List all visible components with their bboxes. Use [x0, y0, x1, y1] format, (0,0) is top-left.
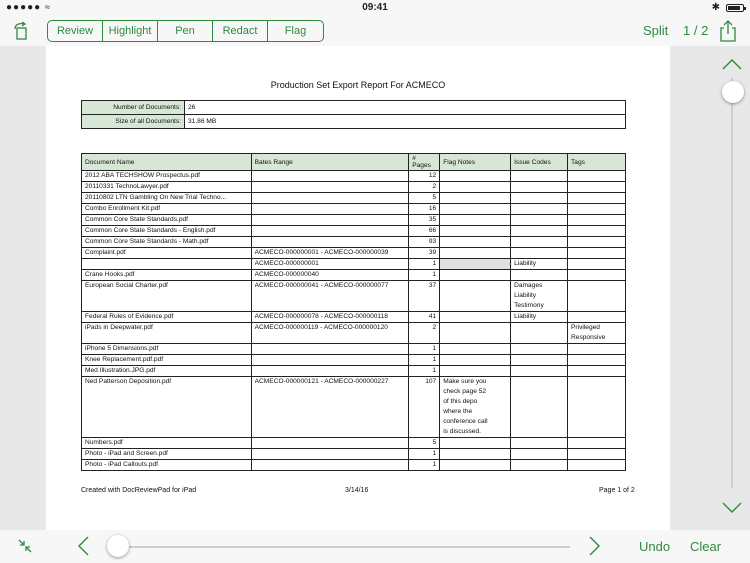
cell-pages: 1 [409, 259, 440, 270]
page-indicator: 1 / 2 [683, 23, 709, 38]
cell-issue-codes: Liability [511, 259, 568, 270]
table-row [82, 204, 626, 215]
chevron-down-icon[interactable] [722, 502, 742, 514]
cell-pages: 107 [409, 377, 440, 438]
table-row [82, 171, 626, 182]
cell-pages: 1 [409, 460, 440, 471]
cell-bates-range [251, 366, 409, 377]
mode-flag-button[interactable]: Flag [284, 25, 307, 37]
cell-issue-codes [511, 226, 568, 237]
cell-flag-notes [440, 215, 511, 226]
cell-bates-range [251, 355, 409, 366]
page-slider-knob[interactable] [107, 535, 129, 557]
table-row [82, 366, 626, 377]
cell-pages: 1 [409, 344, 440, 355]
cell-issue-codes: Liability [511, 312, 568, 323]
cell-bates-range [251, 237, 409, 248]
documents-table [81, 153, 626, 471]
cell-bates-range: ACMECO-000000119 - ACMECO-000000120 [251, 323, 409, 344]
cell-bates-range [251, 344, 409, 355]
table-row [82, 193, 626, 204]
cell-flag-notes [440, 460, 511, 471]
top-toolbar [0, 16, 750, 46]
cell-tags [568, 204, 626, 215]
cell-tags [568, 438, 626, 449]
cell-bates-range [251, 460, 409, 471]
scroller-knob[interactable] [722, 81, 744, 103]
cell-flag-notes [440, 366, 511, 377]
table-row [82, 237, 626, 248]
cell-tags [568, 312, 626, 323]
cell-issue-codes [511, 248, 568, 259]
cell-issue-codes [511, 377, 568, 438]
cell-flag-notes [440, 281, 511, 312]
rotate-icon[interactable] [12, 21, 32, 41]
cell-pages: 16 [409, 204, 440, 215]
cell-tags [568, 215, 626, 226]
cell-issue-codes [511, 355, 568, 366]
cell-pages: 1 [409, 270, 440, 281]
cell-bates-range: ACMECO-000000001 - ACMECO-000000039 [251, 248, 409, 259]
cell-document-name [82, 259, 252, 270]
footer-date: 3/14/16 [345, 487, 369, 494]
cell-issue-codes: Damages Liability Testimony [511, 281, 568, 312]
report-title: Production Set Export Report For ACMECO [270, 80, 446, 90]
cell-document-name: 20110331 TechnoLawyer.pdf [82, 182, 252, 193]
cell-tags [568, 377, 626, 438]
bottom-toolbar [0, 530, 750, 563]
cell-flag-notes [440, 323, 511, 344]
previous-page-icon[interactable] [76, 536, 90, 556]
cell-tags [568, 259, 626, 270]
cell-issue-codes [511, 237, 568, 248]
cell-pages: 5 [409, 438, 440, 449]
cell-issue-codes [511, 182, 568, 193]
cell-bates-range [251, 171, 409, 182]
cell-tags [568, 344, 626, 355]
cell-document-name: Photo - iPad and Screen.pdf [82, 449, 252, 460]
cell-flag-notes [440, 259, 511, 270]
table-row [82, 323, 626, 344]
col-header-tags: Tags [568, 154, 626, 171]
cell-pages: 1 [409, 355, 440, 366]
cell-flag-notes: Make sure you check page 52 of this depo where the conference call is discussed. [440, 377, 511, 438]
cell-flag-notes [440, 248, 511, 259]
table-row [82, 259, 626, 270]
footer-created: Created with DocReviewPad for iPad [81, 487, 197, 494]
cell-document-name: Ned Patterson Deposition.pdf [82, 377, 252, 438]
cell-document-name: iPads in Deepwater.pdf [82, 323, 252, 344]
status-bar [0, 0, 750, 16]
cell-flag-notes [440, 438, 511, 449]
cell-tags [568, 193, 626, 204]
cell-bates-range [251, 204, 409, 215]
table-row [82, 377, 626, 438]
mode-redact-button[interactable]: Redact [213, 21, 268, 41]
cell-flag-notes [440, 204, 511, 215]
cell-document-name: Combo Enrollment Kit.pdf [82, 204, 252, 215]
cell-tags [568, 237, 626, 248]
cell-document-name: 2012 ABA TECHSHOW Prospectus.pdf [82, 171, 252, 182]
table-row [82, 460, 626, 471]
cell-issue-codes [511, 438, 568, 449]
scroller-track[interactable] [731, 78, 733, 488]
cell-tags [568, 281, 626, 312]
cell-bates-range [251, 193, 409, 204]
table-row [82, 182, 626, 193]
size-label: Size of all Documents: [82, 115, 185, 129]
table-row [82, 312, 626, 323]
split-button[interactable]: Split [643, 23, 669, 38]
cell-document-name: Common Core State Standards - English.pdf [82, 226, 252, 237]
cell-pages: 66 [409, 226, 440, 237]
cell-pages: 37 [409, 281, 440, 312]
next-page-icon[interactable] [588, 536, 602, 556]
cell-bates-range: ACMECO-000000041 - ACMECO-000000077 [251, 281, 409, 312]
cell-flag-notes [440, 182, 511, 193]
cell-bates-range [251, 449, 409, 460]
cell-bates-range: ACMECO-000000078 - ACMECO-000000118 [251, 312, 409, 323]
share-icon[interactable] [718, 20, 738, 42]
cell-issue-codes [511, 344, 568, 355]
status-time: 09:41 [362, 2, 388, 13]
cell-document-name: Photo - iPad Callouts.pdf [82, 460, 252, 471]
cell-tags: Privileged Responsive [568, 323, 626, 344]
cell-flag-notes [440, 171, 511, 182]
cell-document-name: Numbers.pdf [82, 438, 252, 449]
cell-pages: 93 [409, 237, 440, 248]
table-row [82, 438, 626, 449]
footer-page: Page 1 of 2 [599, 487, 635, 494]
cell-tags [568, 355, 626, 366]
clear-button[interactable]: Clear [690, 539, 722, 554]
col-header-pages: # Pages [409, 154, 440, 171]
cell-flag-notes [440, 344, 511, 355]
table-row [82, 226, 626, 237]
cell-flag-notes [440, 270, 511, 281]
cell-document-name: Med Illustration.JPG.pdf [82, 366, 252, 377]
col-header-document-name: Document Name [82, 154, 252, 171]
bluetooth-icon: ✱ [711, 2, 720, 13]
table-row [82, 281, 626, 312]
table-row [82, 344, 626, 355]
num-docs-value: 26 [185, 101, 626, 115]
cell-issue-codes [511, 193, 568, 204]
cell-pages: 5 [409, 193, 440, 204]
cell-pages: 1 [409, 449, 440, 460]
summary-table [81, 100, 626, 129]
cell-document-name: Knee Replacement.pdf.pdf [82, 355, 252, 366]
cell-tags [568, 171, 626, 182]
cell-issue-codes [511, 270, 568, 281]
cell-pages: 12 [409, 171, 440, 182]
cell-tags [568, 182, 626, 193]
col-header-flag-notes: Flag Notes [440, 154, 511, 171]
cell-tags [568, 226, 626, 237]
cell-pages: 2 [409, 182, 440, 193]
table-row [82, 449, 626, 460]
cell-flag-notes [440, 312, 511, 323]
col-header-issue-codes: Issue Codes [511, 154, 568, 171]
mode-segmented-control [47, 20, 324, 42]
cell-pages: 35 [409, 215, 440, 226]
mode-review-button[interactable]: Review [48, 21, 103, 41]
cell-issue-codes [511, 460, 568, 471]
cell-document-name: Common Core State Standards - Math.pdf [82, 237, 252, 248]
cell-issue-codes [511, 215, 568, 226]
collapse-icon[interactable] [18, 539, 32, 553]
cell-bates-range: ACMECO-000000001 [251, 259, 409, 270]
table-row [82, 248, 626, 259]
document-page[interactable] [46, 46, 670, 530]
cell-pages: 39 [409, 248, 440, 259]
cell-flag-notes [440, 226, 511, 237]
page-slider-track[interactable] [118, 546, 570, 548]
cell-tags [568, 449, 626, 460]
cell-bates-range: ACMECO-000000121 - ACMECO-000000227 [251, 377, 409, 438]
cell-issue-codes [511, 204, 568, 215]
cell-pages: 2 [409, 323, 440, 344]
cell-bates-range [251, 215, 409, 226]
cell-tags [568, 248, 626, 259]
cell-tags [568, 270, 626, 281]
cell-flag-notes [440, 193, 511, 204]
cell-document-name: Complaint.pdf [82, 248, 252, 259]
cell-document-name: Federal Rules of Evidence.pdf [82, 312, 252, 323]
cell-issue-codes [511, 323, 568, 344]
num-docs-label: Number of Documents: [82, 101, 185, 115]
cell-tags [568, 460, 626, 471]
col-header-bates-range: Bates Range [251, 154, 409, 171]
size-value: 31.86 MB [185, 115, 626, 129]
cell-document-name: European Social Charter.pdf [82, 281, 252, 312]
cell-flag-notes [440, 237, 511, 248]
cell-issue-codes [511, 449, 568, 460]
battery-icon [726, 4, 744, 12]
table-row [82, 215, 626, 226]
cell-document-name: 20110802 LTN Gambling On New Trial Techno... [82, 193, 252, 204]
page-scroller [716, 56, 748, 516]
cell-flag-notes [440, 449, 511, 460]
cell-bates-range: ACMECO-000000040 [251, 270, 409, 281]
mode-pen-button[interactable]: Pen [158, 21, 213, 41]
cell-bates-range [251, 182, 409, 193]
cell-document-name: iPhone 5 Dimensions.pdf [82, 344, 252, 355]
chevron-up-icon[interactable] [722, 58, 742, 70]
mode-highlight-button[interactable]: Highlight [103, 21, 158, 41]
cell-pages: 1 [409, 366, 440, 377]
cell-bates-range [251, 438, 409, 449]
cell-bates-range [251, 226, 409, 237]
table-row [82, 270, 626, 281]
table-row [82, 355, 626, 366]
cell-pages: 41 [409, 312, 440, 323]
cell-tags [568, 366, 626, 377]
cell-issue-codes [511, 171, 568, 182]
signal-icon: ●●●●● ≈ [6, 2, 51, 13]
cell-issue-codes [511, 366, 568, 377]
cell-document-name: Common Core State Standards.pdf [82, 215, 252, 226]
undo-button[interactable]: Undo [639, 539, 671, 554]
cell-document-name: Crane Hooks.pdf [82, 270, 252, 281]
cell-flag-notes [440, 355, 511, 366]
